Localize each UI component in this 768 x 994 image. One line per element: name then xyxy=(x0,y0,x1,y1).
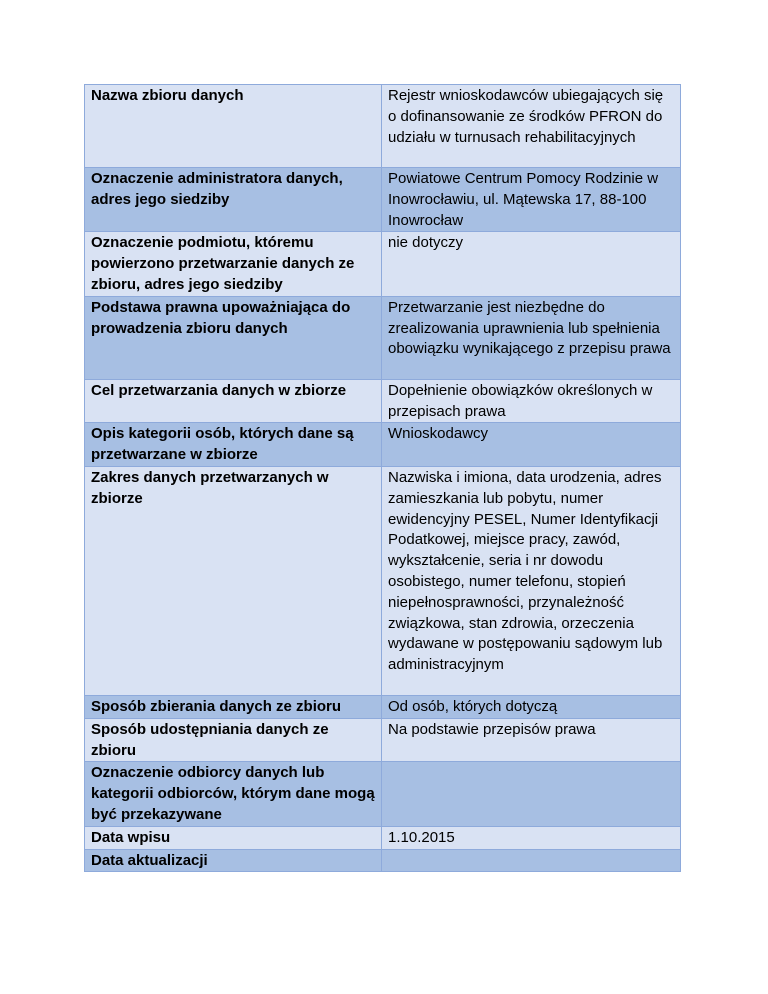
row-value: Dopełnienie obowiązków określonych w przepisach prawa xyxy=(382,379,681,423)
data-register-table xyxy=(84,84,681,872)
row-value: Wnioskodawcy xyxy=(382,423,681,467)
row-value: Na podstawie przepisów prawa xyxy=(382,718,681,762)
row-label: Oznaczenie administratora danych, adres jego siedziby xyxy=(85,168,382,232)
row-label: Data aktualizacji xyxy=(85,849,382,872)
table-row xyxy=(85,85,681,168)
row-label: Opis kategorii osób, których dane są przetwarzane w zbiorze xyxy=(85,423,382,467)
row-value: 1.10.2015 xyxy=(382,826,681,849)
table-row xyxy=(85,695,681,718)
row-label: Sposób udostępniania danych ze zbioru xyxy=(85,718,382,762)
table-row xyxy=(85,718,681,762)
row-value: Nazwiska i imiona, data urodzenia, adres zamieszkania lub pobytu, numer ewidencyjny PESEL, Numer Identyfikacji Podatkowej, miejsce pracy, zawód, wykształcenie, seria i nr dowodu osobistego, numer telefonu, stopień niepełnosprawności, przynależność związkowa, stan zdrowia, orzeczenia wydawane w postępowaniu sądowym lub administracyjnym xyxy=(382,466,681,695)
row-value: Rejestr wnioskodawców ubiegających się o dofinansowanie ze środków PFRON do udziału w turnusach rehabilitacyjnych xyxy=(382,85,681,168)
row-label: Nazwa zbioru danych xyxy=(85,85,382,168)
table-row xyxy=(85,423,681,467)
row-label: Sposób zbierania danych ze zbioru xyxy=(85,695,382,718)
row-label: Zakres danych przetwarzanych w zbiorze xyxy=(85,466,382,695)
table-row xyxy=(85,849,681,872)
table-row xyxy=(85,826,681,849)
row-value: Powiatowe Centrum Pomocy Rodzinie w Inowrocławiu, ul. Mątewska 17, 88-100 Inowrocław xyxy=(382,168,681,232)
table-row xyxy=(85,168,681,232)
table-row xyxy=(85,232,681,296)
row-value xyxy=(382,849,681,872)
row-value: Od osób, których dotyczą xyxy=(382,695,681,718)
row-label: Cel przetwarzania danych w zbiorze xyxy=(85,379,382,423)
row-label: Oznaczenie podmiotu, któremu powierzono przetwarzanie danych ze zbioru, adres jego siedziby xyxy=(85,232,382,296)
row-label: Oznaczenie odbiorcy danych lub kategorii odbiorców, którym dane mogą być przekazywane xyxy=(85,762,382,826)
row-value xyxy=(382,762,681,826)
table-row xyxy=(85,762,681,826)
table-row xyxy=(85,466,681,695)
table-row xyxy=(85,379,681,423)
row-label: Podstawa prawna upoważniająca do prowadzenia zbioru danych xyxy=(85,296,382,379)
table-row xyxy=(85,296,681,379)
row-value: Przetwarzanie jest niezbędne do zrealizowania uprawnienia lub spełnienia obowiązku wynikającego z przepisu prawa xyxy=(382,296,681,379)
row-label: Data wpisu xyxy=(85,826,382,849)
row-value: nie dotyczy xyxy=(382,232,681,296)
